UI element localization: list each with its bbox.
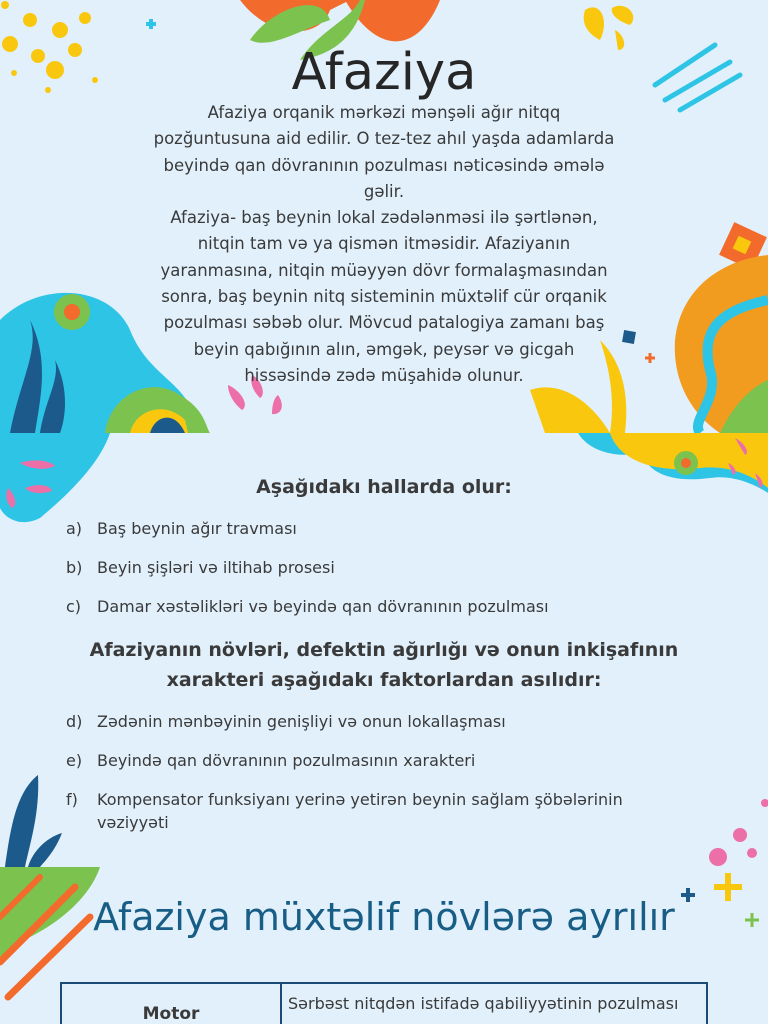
- causes-list: [66, 517, 666, 618]
- section-heading: Afaziyanın növləri, defektin ağırlığı və onun inkişafının xarakteri aşağıdakı faktorlardan asılıdır:: [89, 639, 679, 691]
- table-cell-type: Motor: [62, 984, 282, 1024]
- list-marker: e): [66, 751, 83, 770]
- intro-paragraph: Afaziya- baş beynin lokal zədələnməsi ilə şərtlənən, nitqin tam və ya qismən itməsidir. Afaziyanın yaranmasına, nitqin müəyyən dövr formalaşmasından sonra, baş beynin nitq sisteminin müxtəlif cür orqanik pozulması səbəb olur. Mövcud patalogiya zamanı baş beyin qabığının alın, əmgək, peysər və gicgah hissəsində zədə müşahidə olunur.: [160, 208, 608, 385]
- list-marker: a): [66, 519, 83, 538]
- slide-2: [0, 433, 768, 867]
- table-cell-description: Sərbəst nitqdən istifadə qabiliyyətinin pozulması: [288, 994, 679, 1013]
- list-item: [66, 710, 666, 733]
- slide-title: Afaziya müxtəlif növlərə ayrılır: [93, 895, 675, 939]
- list-item-text: Beyin şişləri və iltihab prosesi: [97, 558, 335, 577]
- list-item-text: Zədənin mənbəyinin genişliyi və onun lokallaşması: [97, 712, 506, 731]
- slide-3: [0, 867, 768, 1024]
- list-marker: f): [66, 790, 78, 809]
- list-item-text: Kompensator funksiyanı yerinə yetirən beynin sağlam şöbələrinin vəziyyəti: [97, 790, 623, 832]
- list-item: [66, 517, 666, 540]
- list-item: [66, 788, 666, 834]
- slide-1: [0, 0, 768, 433]
- list-item: [66, 556, 666, 579]
- intro-text: [150, 100, 618, 389]
- list-item: [66, 749, 666, 772]
- list-item-text: Baş beynin ağır travması: [97, 519, 297, 538]
- list-marker: c): [66, 597, 82, 616]
- list-marker: d): [66, 712, 83, 731]
- intro-paragraph: Afaziya orqanik mərkəzi mənşəli ağır nitqq pozğuntusuna aid edilir. O tez-tez ahıl yaşda adamlarda beyində qan dövranının pozulması nəticəsində əmələ gəlir.: [153, 103, 615, 201]
- factors-list: [66, 710, 666, 834]
- list-marker: b): [66, 558, 83, 577]
- types-table: [60, 982, 708, 1024]
- slide-title: Afaziya: [291, 43, 477, 102]
- list-item-text: Damar xəstəlikləri və beyində qan dövranının pozulması: [97, 597, 549, 616]
- list-item: [66, 595, 666, 618]
- list-item-text: Beyində qan dövranının pozulmasının xarakteri: [97, 751, 476, 770]
- section-heading: Aşağıdakı hallarda olur:: [256, 476, 512, 498]
